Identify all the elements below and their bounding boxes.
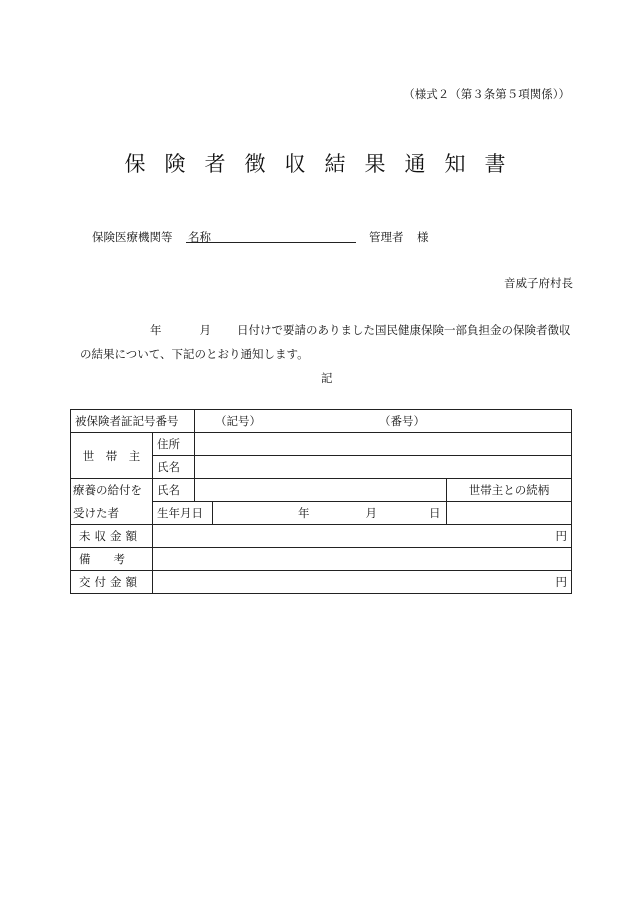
symbol-label: （記号） [215, 414, 261, 428]
body-line-1 [150, 322, 571, 338]
patient-label-1: 療養の給付を [71, 479, 153, 502]
issuer-mayor: 音威子府村長 [504, 276, 573, 290]
body-line1-rest: 日付けで要請のありました国民健康保険一部負担金の保険者徴収 [237, 323, 571, 337]
unpaid-yen-unit: 円 [555, 529, 568, 543]
insured-number-label: 被保険者証記号番号 [71, 410, 195, 433]
table-row [71, 433, 572, 456]
address-cell[interactable] [195, 433, 572, 456]
birth-month-label: 月 [365, 506, 377, 520]
ki-heading: 記 [321, 371, 333, 385]
table-row [71, 502, 572, 525]
relation-cell[interactable] [447, 502, 572, 525]
page-title: 保険者徴収結果通知書 [124, 152, 525, 176]
householder-name-label: 氏名 [153, 456, 195, 479]
form-reference: （様式２（第３条第５項関係）） [403, 87, 570, 101]
remarks-cell[interactable] [153, 548, 572, 571]
table-row [71, 548, 572, 571]
householder-name-cell[interactable] [195, 456, 572, 479]
body-month: 月 [199, 323, 211, 337]
table-row [71, 479, 572, 502]
manager-label: 管理者 [369, 230, 404, 244]
table-row [71, 525, 572, 548]
birthdate-cell[interactable] [213, 502, 447, 525]
paid-yen-unit: 円 [555, 575, 568, 589]
number-label: （番号） [379, 414, 425, 428]
patient-name-cell[interactable] [195, 479, 447, 502]
patient-label-2: 受けた者 [71, 502, 153, 525]
birth-year-label: 年 [298, 506, 310, 520]
body-year: 年 [150, 323, 162, 337]
institution-name-line [186, 242, 356, 243]
honorific: 様 [417, 230, 429, 244]
birth-day-label: 日 [429, 506, 441, 520]
paid-amount-label: 交付金額 [71, 571, 153, 594]
institution-name-label: 名称 [188, 230, 211, 244]
birthdate-label: 生年月日 [153, 502, 213, 525]
notification-table [70, 409, 572, 594]
patient-name-label: 氏名 [153, 479, 195, 502]
insured-number-cell[interactable] [195, 410, 572, 433]
unpaid-amount-label: 未収金額 [71, 525, 153, 548]
table-row [71, 571, 572, 594]
remarks-label: 備 考 [71, 548, 153, 571]
householder-label: 世 帯 主 [71, 433, 153, 479]
institution-label: 保険医療機関等 [92, 230, 173, 244]
unpaid-amount-cell[interactable] [153, 525, 572, 548]
address-label: 住所 [153, 433, 195, 456]
relation-label: 世帯主との続柄 [447, 479, 572, 502]
body-line-2: の結果について、下記のとおり通知します。 [80, 347, 309, 361]
paid-amount-cell[interactable] [153, 571, 572, 594]
table-row [71, 410, 572, 433]
